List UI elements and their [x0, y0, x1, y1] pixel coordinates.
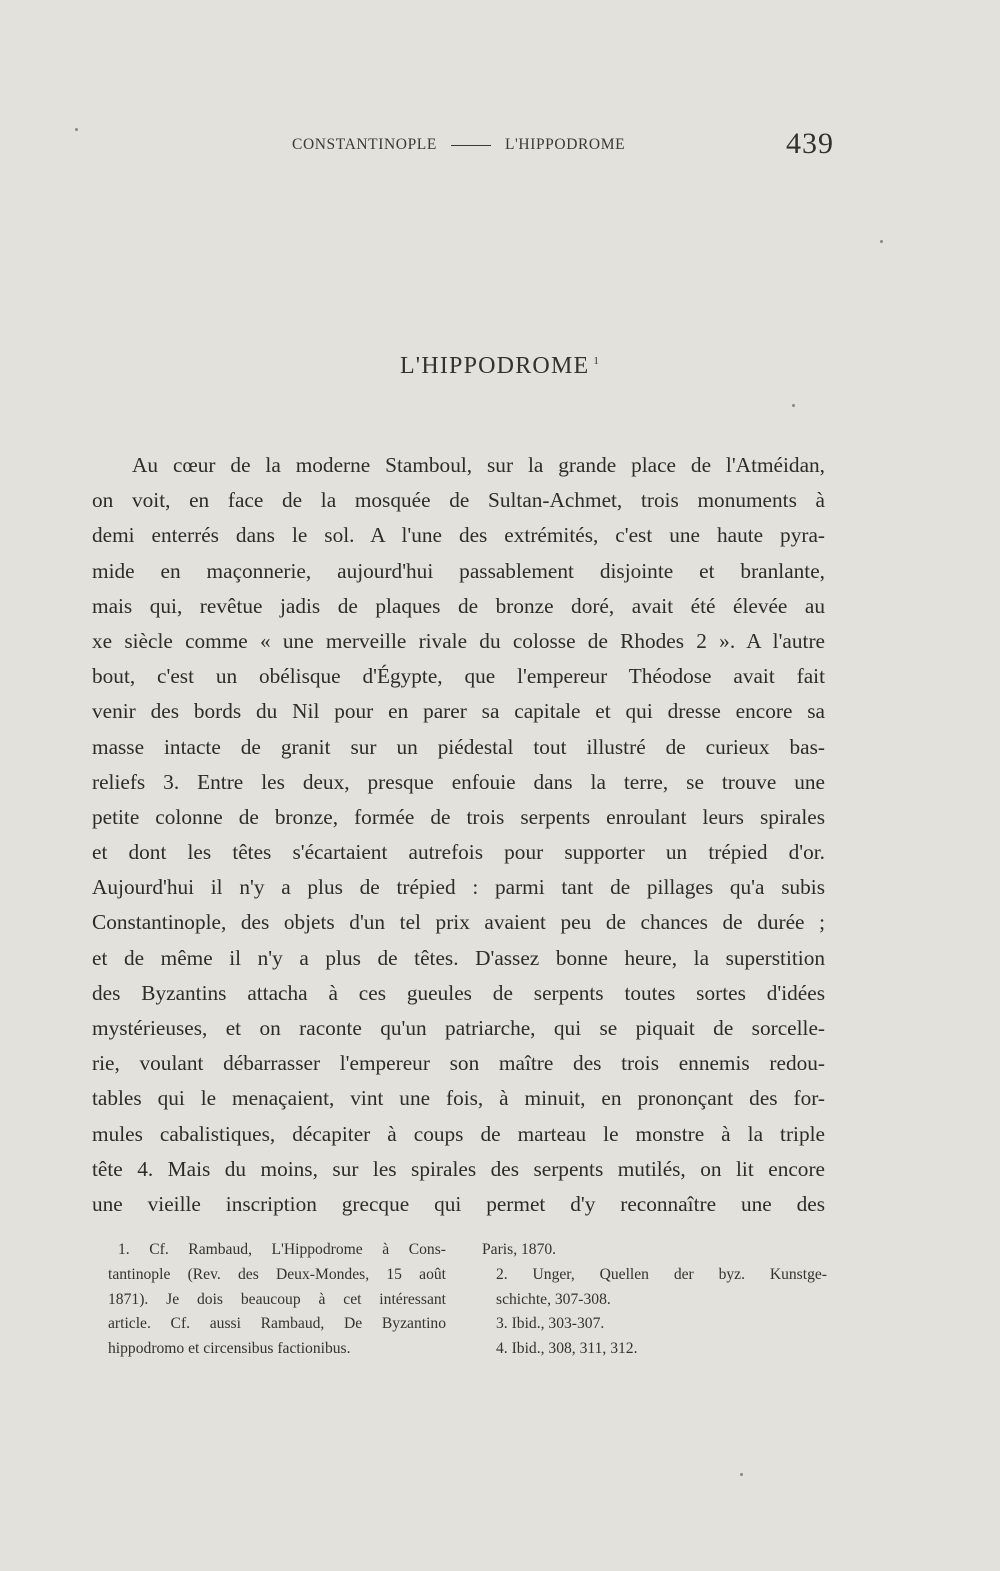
footnotes-right-column: [482, 1238, 827, 1362]
footnote-line: 1. Cf. Rambaud, L'Hippodrome à Cons-: [118, 1241, 446, 1258]
body-line: mais qui, revêtue jadis de plaques de bronze doré, avait été élevée au: [92, 593, 825, 618]
body-line: xe siècle comme « une merveille rivale du colosse de Rhodes 2 ». A l'autre: [92, 628, 825, 653]
body-line: rie, voulant débarrasser l'empereur son maître des trois ennemis redou-: [92, 1051, 825, 1076]
footnote-line: Paris, 1870.: [482, 1241, 557, 1258]
body-line: et de même il n'y a plus de têtes. D'assez bonne heure, la superstition: [92, 945, 825, 970]
footnote-line: schichte, 307-308.: [496, 1290, 611, 1308]
body-line: tête 4. Mais du moins, sur les spirales des serpents mutilés, on lit encore: [92, 1156, 825, 1181]
running-head: [292, 136, 625, 154]
body-line: petite colonne de bronze, formée de trois serpents enroulant leurs spirales: [92, 804, 825, 829]
footnote-line: 1871). Je dois beaucoup à cet intéressant: [108, 1290, 446, 1308]
footnote-line: 4. Ibid., 308, 311, 312.: [496, 1340, 638, 1358]
footnote-line: hippodromo et circensibus factionibus.: [108, 1340, 351, 1358]
paper-speck: [792, 404, 795, 407]
body-line: bout, c'est un obélisque d'Égypte, que l'empereur Théodose avait fait: [92, 664, 825, 689]
body-line: masse intacte de granit sur un piédestal tout illustré de curieux bas-: [92, 734, 825, 759]
body-text: [92, 448, 825, 1222]
body-line: des Byzantins attacha à ces gueules de serpents toutes sortes d'idées: [92, 980, 825, 1005]
running-head-right: L'HIPPODROME: [504, 136, 626, 153]
body-line: tables qui le menaçaient, vint une fois, à minuit, en prononçant des for-: [92, 1086, 825, 1111]
body-line: venir des bords du Nil pour en parer sa capitale et qui dresse encore sa: [92, 699, 825, 724]
paper-speck: [880, 240, 883, 243]
footnote-line: 3. Ibid., 303-307.: [496, 1315, 605, 1333]
page-number: 439: [786, 127, 834, 160]
body-line: reliefs 3. Entre les deux, presque enfouie dans la terre, se trouve une: [92, 769, 825, 794]
footnote-line: 2. Unger, Quellen der byz. Kunstge-: [496, 1265, 827, 1283]
running-head-left: CONSTANTINOPLE: [292, 136, 437, 153]
body-line: mystérieuses, et on raconte qu'un patriarche, qui se piquait de sorcelle-: [92, 1016, 825, 1040]
body-line: Aujourd'hui il n'y a plus de trépied : parmi tant de pillages qu'a subis: [92, 875, 825, 900]
footnotes-left-column: [108, 1238, 446, 1362]
paper-speck: [75, 128, 78, 131]
body-line: mide en maçonnerie, aujourd'hui passablement disjointe et branlante,: [92, 558, 825, 583]
body-line: et dont les têtes s'écartaient autrefois pour supporter un trépied d'or.: [92, 840, 825, 865]
paper-speck: [740, 1473, 743, 1476]
footnote-line: tantinople (Rev. des Deux-Mondes, 15 août: [108, 1265, 446, 1283]
body-line: Constantinople, des objets d'un tel prix avaient peu de chances de durée ;: [92, 910, 825, 935]
chapter-footnote-ref: 1: [593, 355, 601, 367]
chapter-title-text: L'HIPPODROME: [399, 353, 590, 379]
chapter-title: [0, 353, 1000, 380]
running-head-dash: [451, 145, 491, 146]
body-line: une vieille inscription grecque qui permet d'y reconnaître une des: [92, 1191, 825, 1216]
footnote-line: article. Cf. aussi Rambaud, De Byzantino: [108, 1315, 446, 1333]
body-line: mules cabalistiques, décapiter à coups de marteau le monstre à la triple: [92, 1121, 825, 1146]
body-line: Au cœur de la moderne Stamboul, sur la grande place de l'Atméidan,: [132, 453, 825, 477]
body-line: on voit, en face de la mosquée de Sultan-Achmet, trois monuments à: [92, 488, 825, 513]
body-line: demi enterrés dans le sol. A l'une des extrémités, c'est une haute pyra-: [92, 523, 825, 548]
